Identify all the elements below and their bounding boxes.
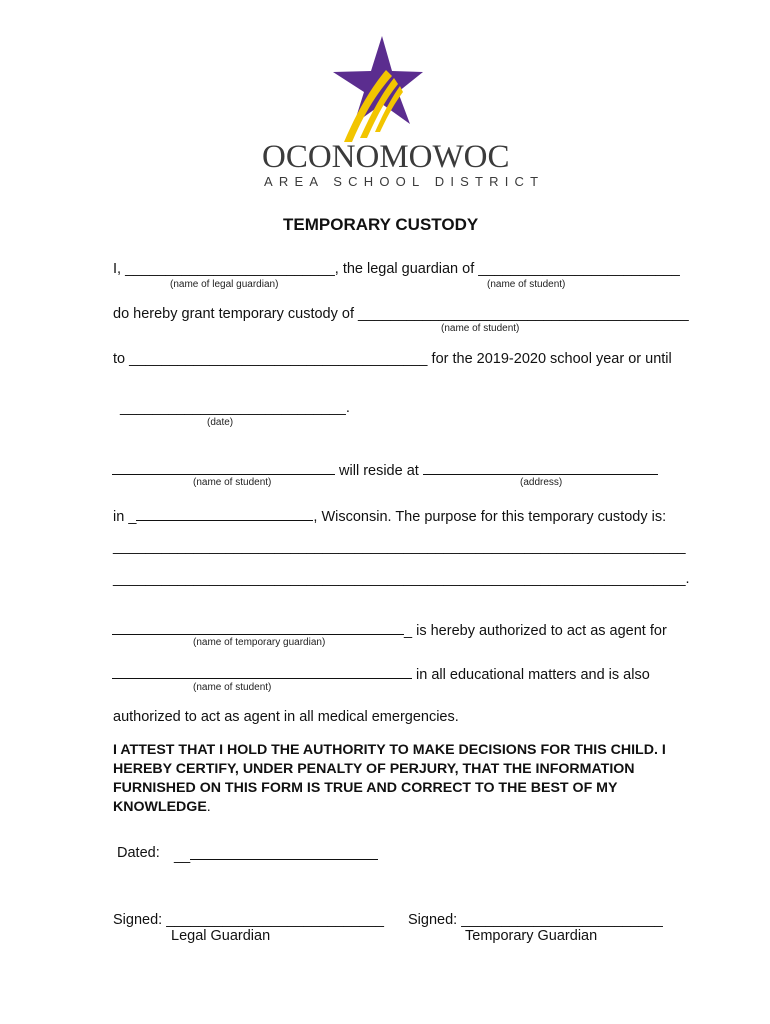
line-city-wisconsin: in _ , Wisconsin. The purpose for this temporary custody is: [113,506,666,525]
attestation-statement: I ATTEST THAT I HOLD THE AUTHORITY TO MAKE DECISIONS FOR THIS CHILD. I HEREBY CERTIFY, UNDER PENALTY OF PERJURY, THAT THE INFORMATION FURNISHED ON THIS FORM IS TRUE AND CORRECT TO THE BEST OF MY KNOWLEDGE. [113,742,666,815]
student-name-field-1[interactable]: _________________________ [478,261,680,277]
caption-student-3: (name of student) [193,477,272,488]
until-date-field[interactable]: ____________________________ [120,400,346,416]
line-legal-guardian: I, __________________________, the legal guardian of _________________________ [113,261,680,277]
temporary-guardian-name-field[interactable]: _____________________________________ [129,351,428,367]
caption-student-1: (name of student) [487,279,566,290]
caption-date: (date) [207,417,234,428]
student-name-field-4[interactable] [112,664,412,679]
role-legal-guardian: Legal Guardian [171,928,271,944]
line-until-date: ____________________________. [120,400,350,416]
signature-temporary-guardian: Signed: _________________________ [408,912,663,928]
address-field[interactable] [423,460,658,475]
line-will-reside: will reside at [112,460,658,479]
line-grant-custody: do hereby grant temporary custody of _________________________________________ [113,306,689,322]
role-temporary-guardian: Temporary Guardian [465,928,598,944]
dated-line: __ [174,845,378,864]
caption-student-4: (name of student) [193,682,272,693]
caption-legal-guardian: (name of legal guardian) [170,279,279,290]
student-name-field-2[interactable]: _________________________________________ [358,306,689,322]
dated-label: Dated: [117,845,160,861]
city-field[interactable] [136,506,313,521]
legal-guardian-signature-field[interactable]: ___________________________ [166,912,384,928]
caption-address: (address) [520,477,563,488]
signature-legal-guardian: Signed: ___________________________ [113,912,384,928]
line-to-temporary-guardian: to _____________________________________ for the 2019-2020 school year or until [113,351,672,367]
temporary-guardian-signature-field[interactable]: _________________________ [461,912,663,928]
purpose-field-2[interactable]: _______________________________________________________________________. [113,571,690,587]
star-logo-icon [330,34,425,146]
caption-temp-guardian: (name of temporary guardian) [193,637,326,648]
purpose-field-1[interactable]: _______________________________________________________________________ [113,539,686,555]
district-subtitle: AREA SCHOOL DISTRICT [264,174,545,189]
caption-student-2: (name of student) [441,323,520,334]
student-name-field-3[interactable] [112,460,335,475]
legal-guardian-name-field[interactable]: __________________________ [125,261,335,277]
district-name: OCONOMOWOC [262,139,510,175]
line-authorized-agent: _ is hereby authorized to act as agent for [112,620,667,639]
dated-field[interactable] [190,845,378,860]
line-educational-matters: in all educational matters and is also [112,664,650,683]
form-title: TEMPORARY CUSTODY [283,215,479,234]
line-medical-emergencies: authorized to act as agent in all medical emergencies. [113,709,459,725]
temporary-guardian-field[interactable] [112,620,404,635]
